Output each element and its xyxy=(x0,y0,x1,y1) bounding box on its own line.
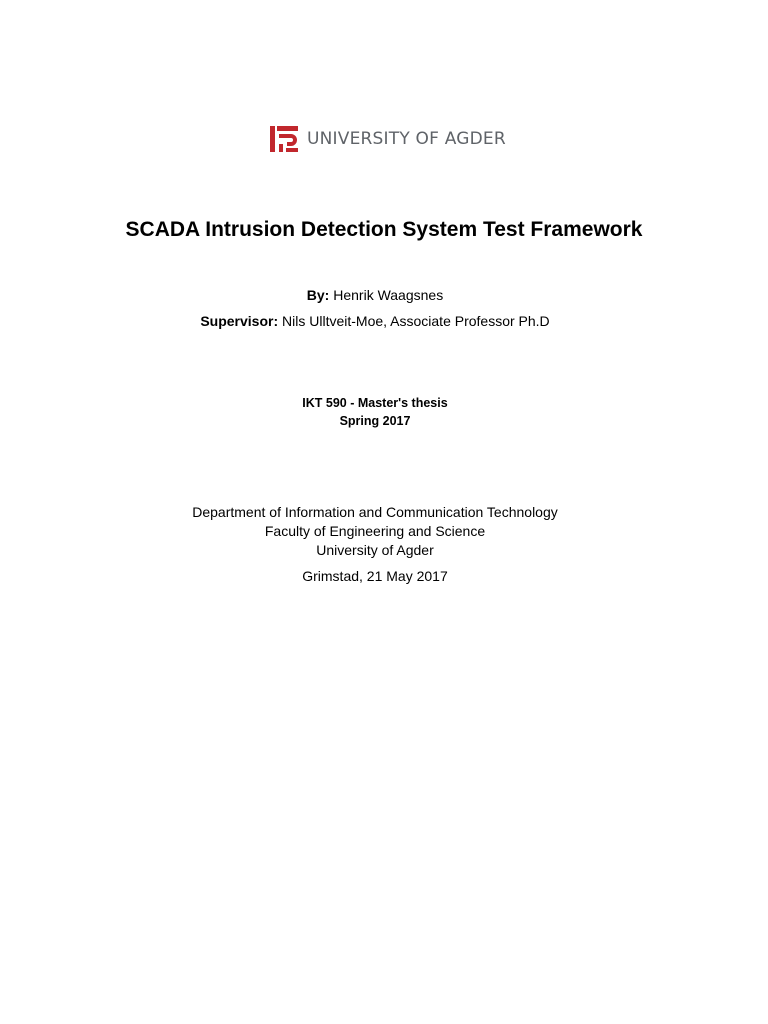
author-line xyxy=(0,286,750,304)
thesis-title: SCADA Intrusion Detection System Test Framework xyxy=(125,218,643,241)
author-name: Henrik Waagsnes xyxy=(333,287,444,303)
supervisor-name: Nils Ulltveit-Moe, Associate Professor Ph.D xyxy=(282,313,550,329)
author-label: By: xyxy=(306,287,330,303)
university-emblem-icon xyxy=(269,124,299,154)
university-logo-text: UNIVERSITY OF AGDER xyxy=(307,129,506,149)
supervisor-line xyxy=(0,312,750,330)
term: Spring 2017 xyxy=(339,414,411,428)
department: Department of Information and Communication Technology xyxy=(192,504,558,520)
university-name: University of Agder xyxy=(316,542,434,558)
faculty: Faculty of Engineering and Science xyxy=(264,523,486,539)
place-date: Grimstad, 21 May 2017 xyxy=(302,568,448,584)
course-title: IKT 590 - Master's thesis xyxy=(302,396,448,410)
supervisor-label: Supervisor: xyxy=(200,313,279,329)
university-logo xyxy=(269,124,506,154)
